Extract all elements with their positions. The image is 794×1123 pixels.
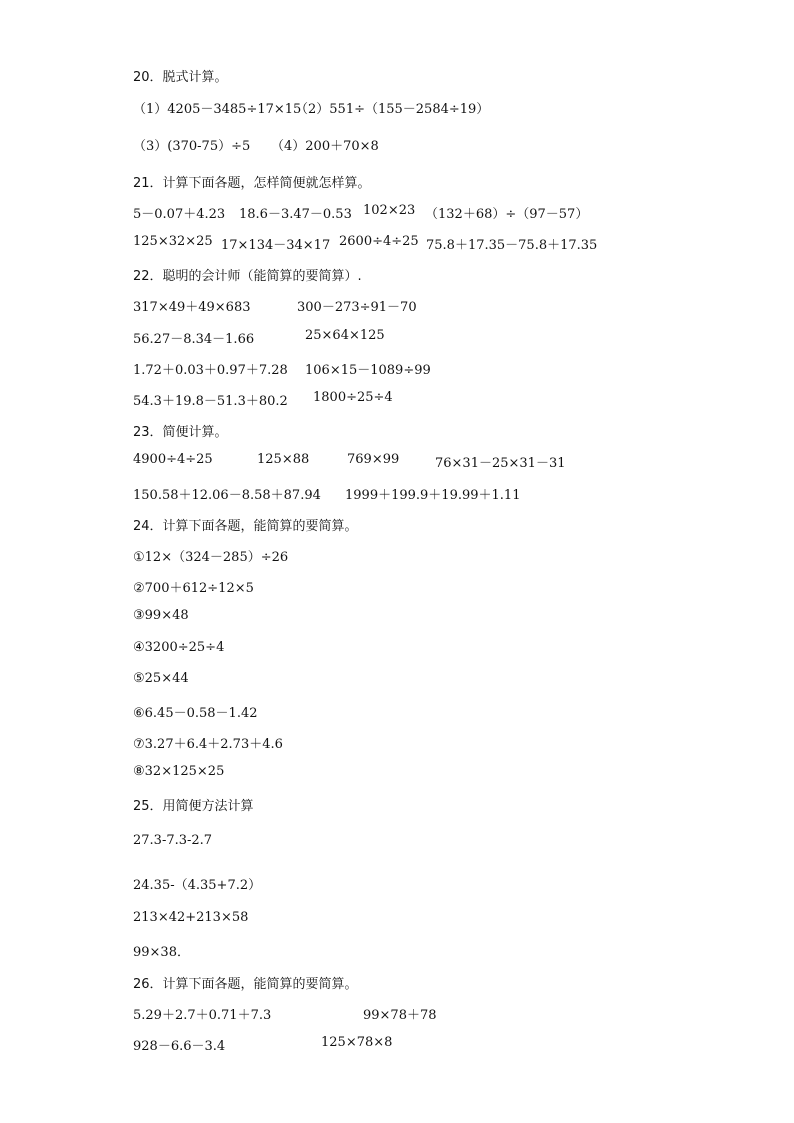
q22-title: 22．聪明的会计师（能简算的要简算）.	[133, 269, 362, 284]
q25-item-2: 24.35-（4.35+7.2）	[133, 878, 262, 893]
q23-3: 769×99	[347, 452, 400, 467]
q22-row1	[133, 296, 693, 314]
q24-item-5: ⑤25×44	[133, 671, 189, 686]
q21-1: 5－0.07＋4.23	[133, 207, 226, 222]
q23-4: 76×31－25×31－31	[435, 456, 566, 471]
q24-item-4: ④3200÷25÷4	[133, 640, 225, 655]
q22-row3	[133, 359, 693, 377]
q21-6: 17×134－34×17	[221, 238, 331, 253]
q25-item-4: 99×38．	[133, 945, 190, 960]
q20-3: （3）(370-75）÷5	[133, 139, 251, 154]
q26-3: 928－6.6－3.4	[133, 1039, 226, 1054]
q22-3: 56.27－8.34－1.66	[133, 332, 255, 347]
q23-1: 4900÷4÷25	[133, 452, 213, 467]
q24-title: 24．计算下面各题，能简算的要简算。	[133, 519, 358, 534]
q24-item-6: ⑥6.45－0.58－1.42	[133, 706, 258, 721]
q22-5: 1.72＋0.03＋0.97＋7.28	[133, 363, 288, 378]
q22-row4	[133, 390, 693, 408]
q24-item-8: ⑧32×125×25	[133, 764, 225, 779]
q21-4: （132＋68）÷（97－57）	[425, 207, 589, 222]
q23-title: 23．简便计算。	[133, 425, 228, 440]
q23-row1	[133, 452, 693, 470]
q21-3: 102×23	[363, 203, 416, 218]
q22-1: 317×49＋49×683	[133, 300, 251, 315]
q21-5: 125×32×25	[133, 234, 213, 249]
q26-2: 99×78＋78	[363, 1008, 437, 1023]
q21-title: 21．计算下面各题，怎样简便就怎样算。	[133, 176, 371, 191]
q21-row2	[133, 234, 693, 252]
q25-item-3: 213×42+213×58	[133, 910, 249, 925]
q22-6: 106×15－1089÷99	[305, 363, 431, 378]
q23-6: 1999＋199.9＋19.99＋1.11	[345, 488, 521, 503]
q25-item-1: 27.3-7.3-2.7	[133, 833, 213, 848]
q26-title: 26．计算下面各题，能简算的要简算。	[133, 977, 358, 992]
q26-row1	[133, 1004, 693, 1022]
q20-title: 20．脱式计算。	[133, 70, 228, 85]
q24-item-2: ②700＋612÷12×5	[133, 581, 254, 596]
q26-4: 125×78×8	[321, 1035, 393, 1050]
q22-8: 1800÷25÷4	[313, 390, 393, 405]
q23-2: 125×88	[257, 452, 310, 467]
q21-2: 18.6－3.47－0.53	[239, 207, 352, 222]
q22-2: 300－273÷91－70	[297, 300, 417, 315]
q20-row1	[133, 98, 693, 116]
q22-4: 25×64×125	[305, 328, 385, 343]
q20-2: （2）551÷（155－2584÷19）	[295, 102, 490, 117]
q24-item-1: ①12×（324－285）÷26	[133, 550, 289, 565]
q26-1: 5.29＋2.7＋0.71＋7.3	[133, 1008, 272, 1023]
q20-row2	[133, 135, 693, 153]
q22-row2	[133, 328, 693, 346]
q23-5: 150.58＋12.06－8.58＋87.94	[133, 488, 321, 503]
q21-7: 2600÷4÷25	[339, 234, 419, 249]
q21-8: 75.8＋17.35－75.8＋17.35	[426, 238, 598, 253]
q24-item-3: ③99×48	[133, 608, 189, 623]
q21-row1	[133, 203, 693, 221]
q22-7: 54.3＋19.8－51.3＋80.2	[133, 394, 288, 409]
q25-title: 25．用简便方法计算	[133, 799, 254, 814]
q20-4: （4）200＋70×8	[271, 139, 379, 154]
q24-item-7: ⑦3.27＋6.4＋2.73＋4.6	[133, 737, 283, 752]
q26-row2	[133, 1035, 693, 1053]
q23-row2	[133, 484, 693, 502]
q20-1: （1）4205－3485÷17×15	[133, 102, 302, 117]
